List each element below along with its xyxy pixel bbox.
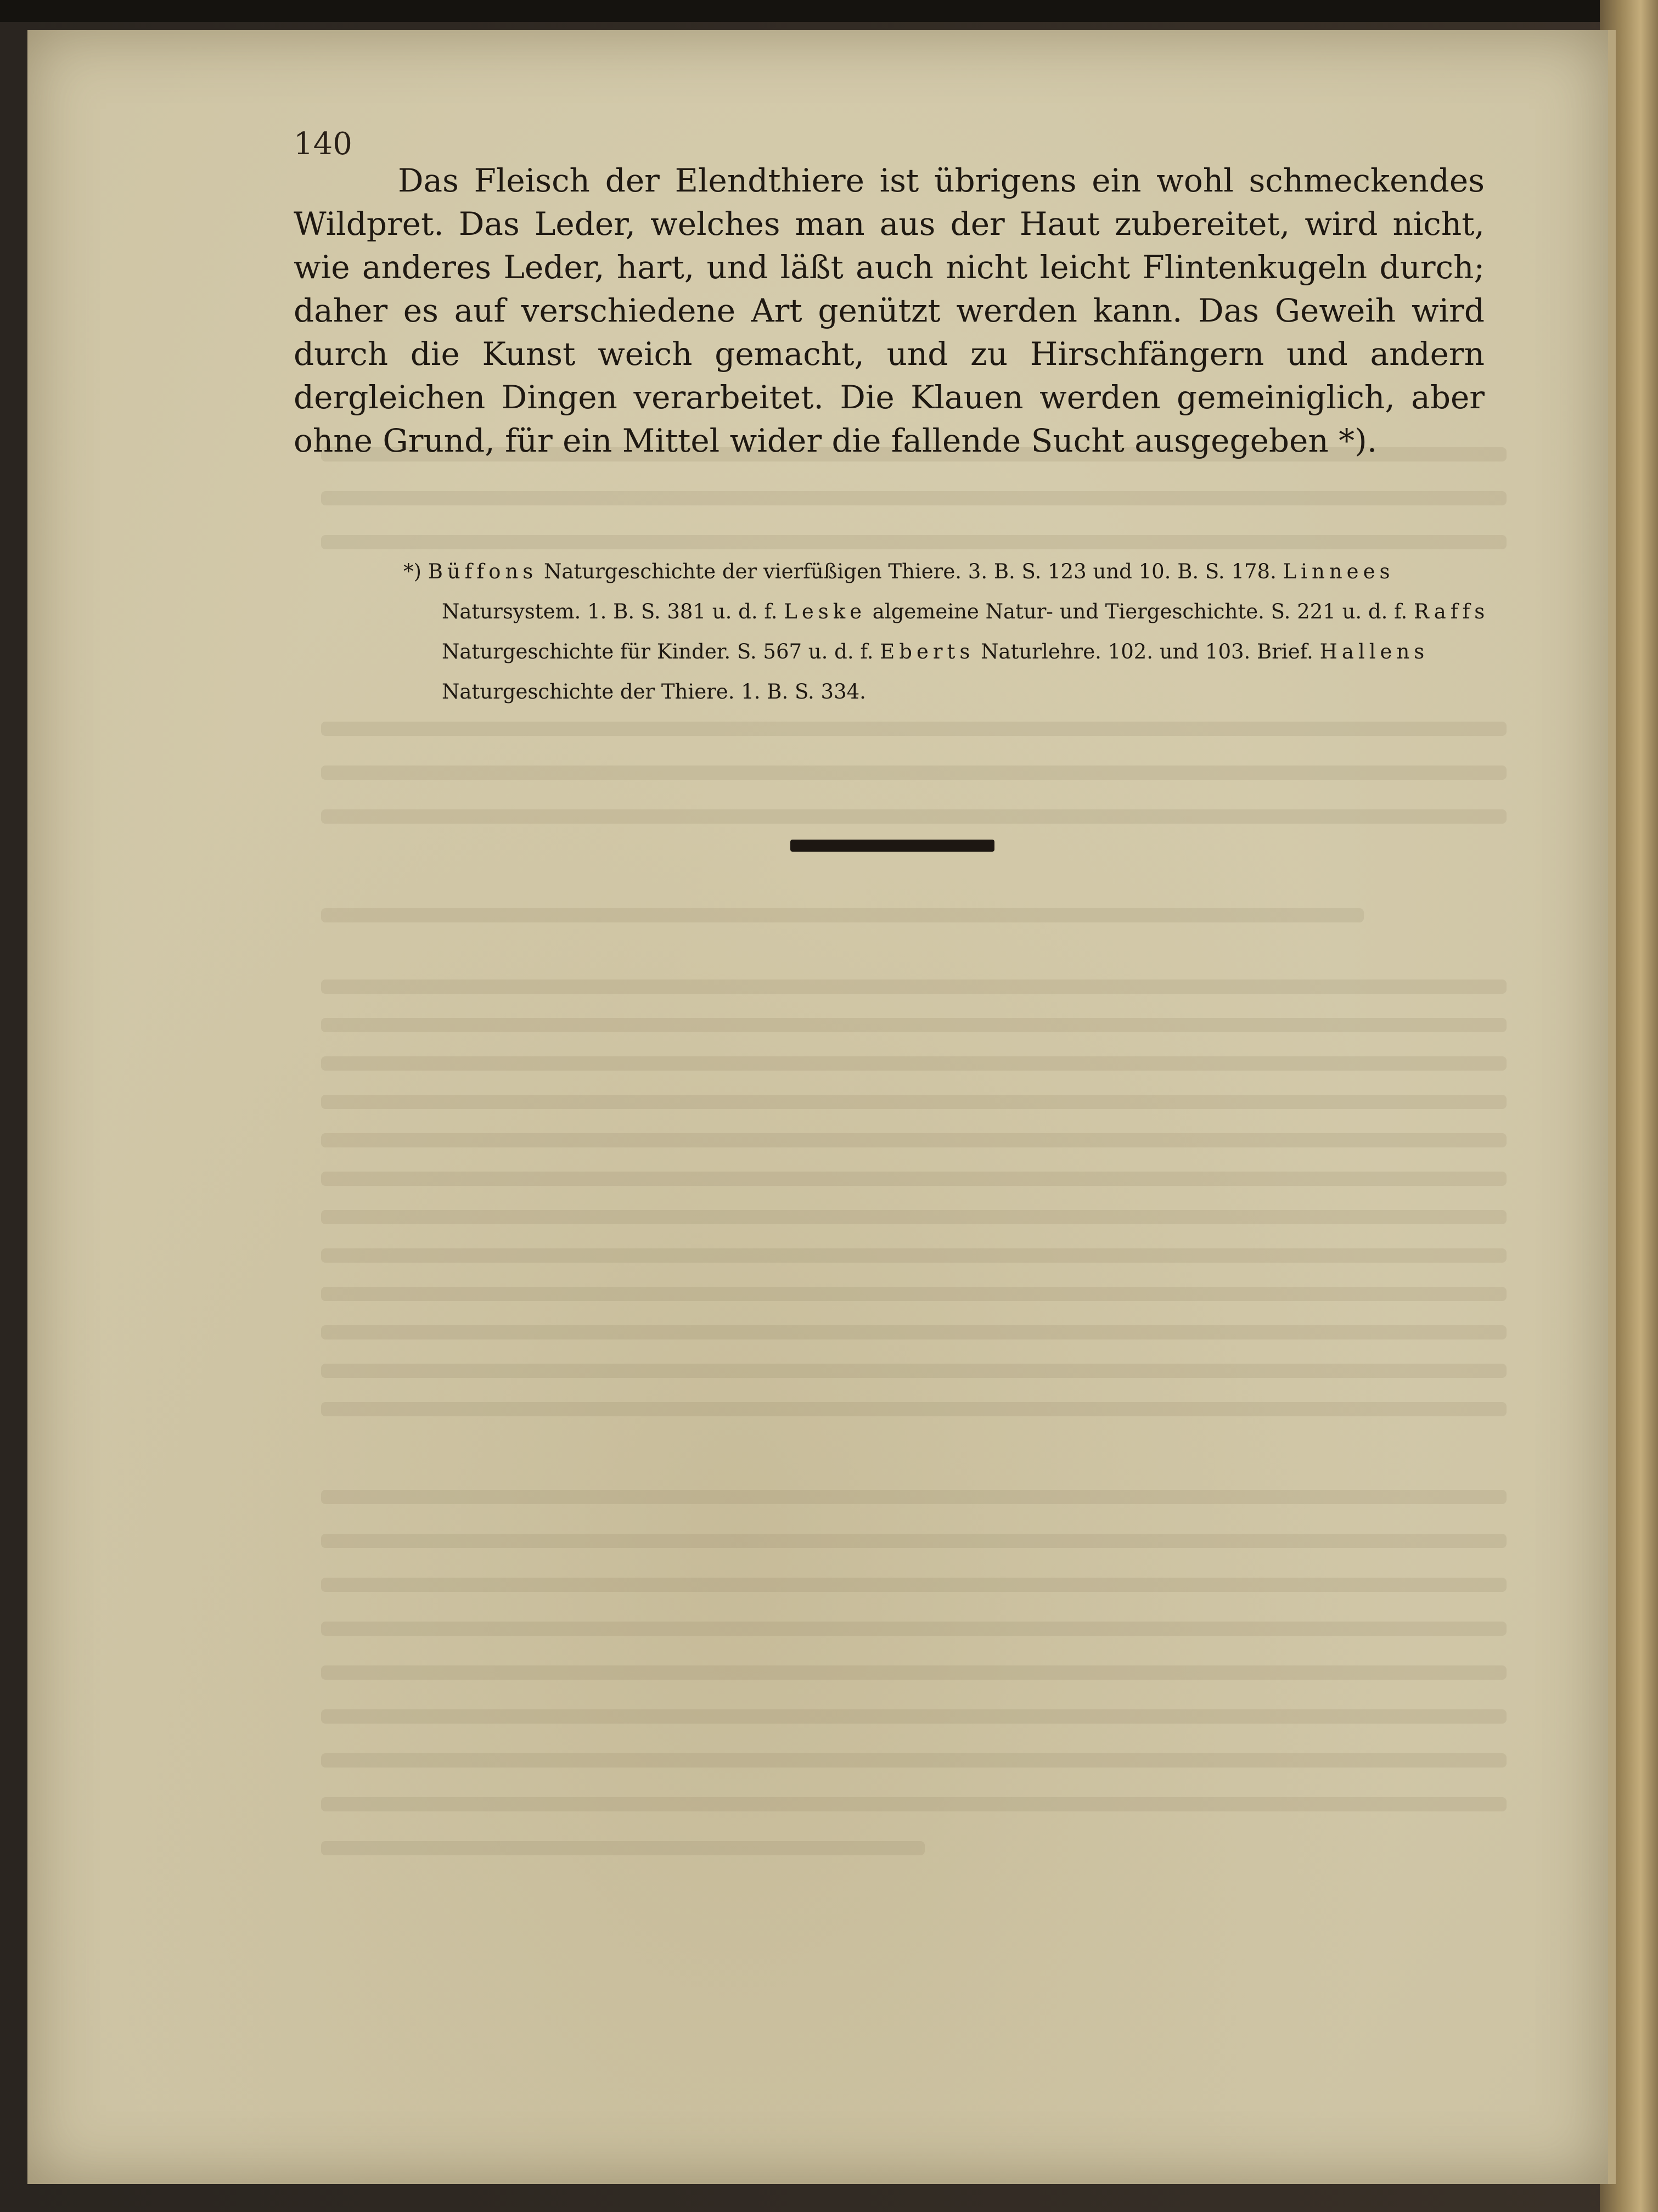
bleed-through-line	[321, 1709, 1507, 1724]
bleed-through-line	[321, 1287, 1507, 1301]
bleed-through-line	[321, 1797, 1507, 1811]
bleed-through-line	[321, 1402, 1507, 1416]
section-divider-rule	[790, 840, 994, 852]
footnote-marker: *)	[403, 560, 421, 583]
footnote-author: Leske	[784, 600, 867, 623]
scan-top-edge	[0, 0, 1658, 22]
footnote-reference: Naturgeschichte der vierfüßigen Thiere. 3. B. S. 123 und 10. B. S. 178.	[543, 560, 1277, 583]
footnote-reference: Natursystem. 1. B. S. 381 u. d. f.	[442, 600, 778, 623]
bleed-through-line	[321, 809, 1507, 824]
footnote-reference: Naturgeschichte der Thiere. 1. B. S. 334.	[442, 680, 866, 703]
footnote-author: Raffs	[1414, 600, 1490, 623]
bleed-through-line	[321, 980, 1507, 994]
bleed-through-line	[321, 1622, 1507, 1636]
bleed-through-line	[321, 1490, 1507, 1504]
footnote-author: Büffons	[428, 560, 538, 583]
bleed-through-line	[321, 1210, 1507, 1224]
page-number: 140	[294, 126, 352, 162]
bleed-through-line	[321, 1095, 1507, 1109]
bleed-through-line	[321, 766, 1507, 780]
bleed-through-line	[321, 1018, 1507, 1032]
bleed-through-line	[321, 1056, 1507, 1071]
body-paragraph-text: Das Fleisch der Elendthiere ist übrigens ein wohl schmeckendes Wildpret. Das Leder, welches man aus der Haut zubereitet, wird nicht, wie anderes Leder, hart, und läßt auch nicht leicht Flintenkugeln durch; daher es auf verschiedene Art genützt werden kann. Das Geweih wird durch die Kunst weich gemacht, und zu Hirschfängern und andern dergleichen Dingen verarbeitet. Die Klauen werden gemeiniglich, aber ohne Grund, für ein Mittel wider die fallende Sucht ausgegeben *).	[294, 162, 1485, 459]
bleed-through-line	[321, 1534, 1507, 1548]
bleed-through-line	[321, 535, 1507, 549]
bleed-through-line	[321, 1325, 1507, 1339]
footnote-reference: Naturgeschichte für Kinder. S. 567 u. d. f.	[442, 640, 874, 663]
bleed-through-line	[321, 1841, 925, 1855]
bleed-through-line	[321, 1172, 1507, 1186]
footnote-author: Hallens	[1319, 640, 1429, 663]
bleed-through-line	[321, 908, 1364, 922]
footnote-author: Eberts	[880, 640, 975, 663]
bleed-through-line	[321, 1753, 1507, 1768]
footnote-author: Linnees	[1283, 560, 1395, 583]
bleed-through-line	[321, 1578, 1507, 1592]
body-paragraph	[294, 159, 1485, 463]
footnote-reference: algemeine Natur- und Tiergeschichte. S. 221 u. d. f.	[872, 600, 1408, 623]
bleed-through-line	[321, 491, 1507, 505]
bleed-through-line	[321, 722, 1507, 736]
footnote-reference: Naturlehre. 102. und 103. Brief.	[981, 640, 1313, 663]
bleed-through-line	[321, 1133, 1507, 1147]
bleed-through-line	[321, 1248, 1507, 1263]
bleed-through-line	[321, 1665, 1507, 1680]
footnote	[403, 551, 1501, 712]
bleed-through-line	[321, 1364, 1507, 1378]
